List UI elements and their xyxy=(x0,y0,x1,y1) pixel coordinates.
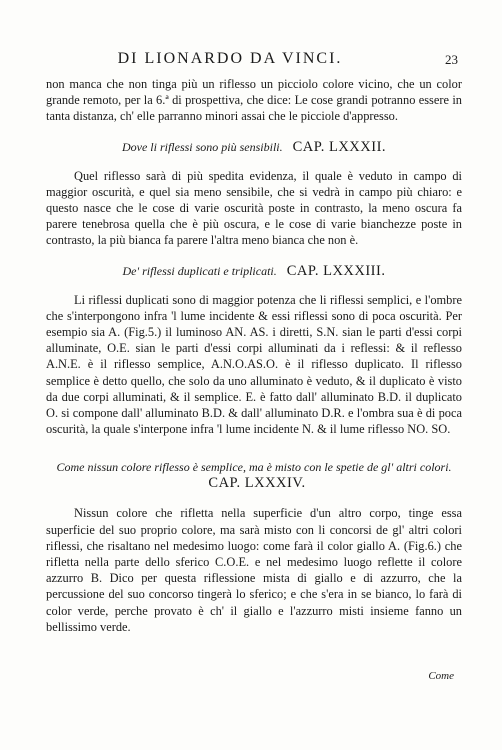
chapter-82-title: Dove li riflessi sono più sensibili. xyxy=(121,139,283,154)
chapter-83-heading xyxy=(46,262,462,280)
running-head: DI LIONARDO DA VINCI. xyxy=(117,50,343,67)
catchword: Come xyxy=(428,670,454,682)
chapter-83-number: CAP. LXXXIII. xyxy=(286,262,386,279)
chapter-82-number: CAP. LXXXII. xyxy=(292,138,387,155)
chapter-83-title: De' riflessi duplicati e triplicati. xyxy=(122,263,277,278)
chapter-84-text: Nissun colore che rifletta nella superficie d'un altro corpo, tinge essa superficie del suo proprio colore, ma sarà misto con li concorsi de gl' altri colori riflessi, che risaltano nel medesimo luogo: come farà il color giallo A. (Fig.6.) che rifletta nella parte dello sferico C.O.E. e nel medesimo luogo reflette il colore azzurro B. Dico per questa riflessione mista di giallo e di azzurro, che la percussione del suo concorso tingerà lo sferico; e che s'era in se bianco, lo farà di color verde, perche provato è ch' il giallo e l'azzurro misti insieme fanno un bellissimo verde. xyxy=(46,506,462,634)
chapter-84-title: Come nissun colore riflesso è semplice, ma è misto con le spetie de gl' altri colori. xyxy=(56,460,452,475)
chapter-82-heading xyxy=(46,138,462,156)
chapter-82-text: Quel riflesso sarà di più spedita evidenza, il quale è veduto in campo di maggior oscurità, e quel sia meno sensibile, che si vedrà in campo più chiaro: e questo nasce che le cose di varie oscurità poste in contrasto, la meno oscura fa parere tenebrosa quella che è più oscura, e le cose di varie bianchezze poste in contrasto, la più bianca fa parere l'altra meno bianca che non è. xyxy=(46,168,462,248)
page-body xyxy=(46,76,462,635)
chapter-83-text: Li riflessi duplicati sono di maggior potenza che li riflessi semplici, e l'ombre che s'interpongono infra 'l lume incidente & essi riflessi sono di poca oscurità. Per esempio sia A. (Fig.5.) il luminoso AN. AS. i diretti, S.N. sian le parti d'essi corpi alluminate, O.E. sian le parti d'essi corpi alluminati da i reflessi: & il reflesso A.N.E. è il riflesso semplice, A.N.O.AS.O. è il riflesso duplicato. Il riflesso semplice è detto quello, che solo da uno alluminato è veduto, & il duplicato è visto da due corpi alluminati, & il semplice. E. è fatto dall' alluminato B.D. il duplicato O. si compone dall' alluminato B.D. & dall' alluminato D.R. e l'ombra sua è di poca oscurità, la quale s'interpone infra 'l lume incidente N. & il lume riflesso NO. SO. xyxy=(46,292,462,437)
continued-paragraph: non manca che non tinga più un riflesso un picciolo colore vicino, che un color grande remoto, per la 6.ª di prospettiva, che dice: Le cose grandi potranno essere in tanta distanza, ch' elle parranno minori assai che le picciole d'appresso. xyxy=(46,77,462,124)
page-number: 23 xyxy=(445,52,458,67)
chapter-84-heading xyxy=(46,459,462,491)
chapter-84-number: CAP. LXXXIV. xyxy=(208,475,306,492)
